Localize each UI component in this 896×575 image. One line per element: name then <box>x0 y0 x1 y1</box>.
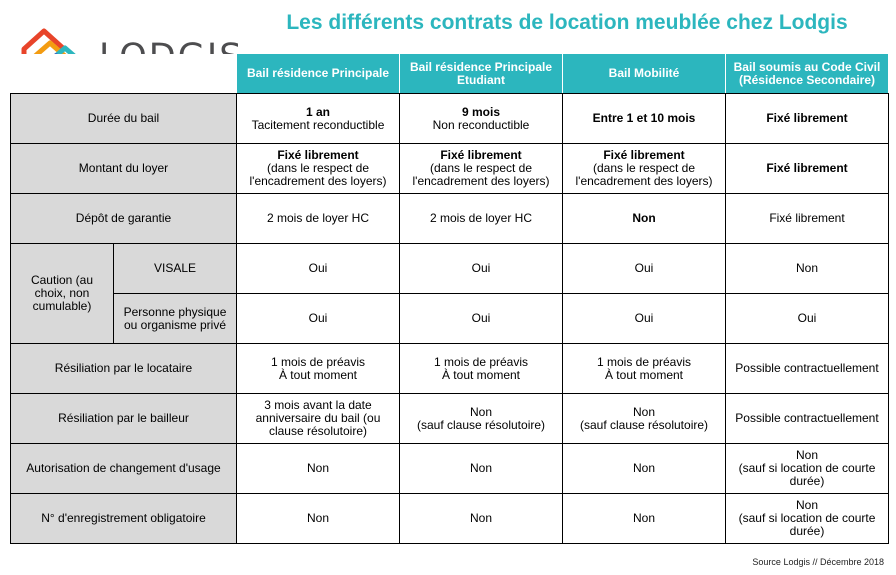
row-label-duree: Durée du bail <box>11 94 237 144</box>
cell-montant-c2: Fixé librement (dans le respect de l'encadrement des loyers) <box>400 144 563 194</box>
cell-enregistrement-c1: Non <box>237 494 400 544</box>
source-note: Source Lodgis // Décembre 2018 <box>752 557 884 567</box>
table-row-resil-bailleur <box>11 394 889 444</box>
row-label-enregistrement: N° d'enregistrement obligatoire <box>11 494 237 544</box>
header-row <box>11 54 889 94</box>
row-label-usage: Autorisation de changement d'usage <box>11 444 237 494</box>
header-blank <box>11 54 237 94</box>
cell-duree-c1: 1 an Tacitement reconductible <box>237 94 400 144</box>
cell-enregistrement-c4: Non (sauf si location de courte durée) <box>726 494 889 544</box>
cell-usage-c2: Non <box>400 444 563 494</box>
cell-resil-locataire-c3: 1 mois de préavis À tout moment <box>563 344 726 394</box>
table-row-montant <box>11 144 889 194</box>
cell-resil-locataire-c1: 1 mois de préavis À tout moment <box>237 344 400 394</box>
cell-depot-c3: Non <box>563 194 726 244</box>
cell-visale-c1: Oui <box>237 244 400 294</box>
cell-enregistrement-c3: Non <box>563 494 726 544</box>
cell-montant-c4: Fixé librement <box>726 144 889 194</box>
cell-duree-c3: Entre 1 et 10 mois <box>563 94 726 144</box>
column-header-etudiant: Bail résidence Principale Etudiant <box>400 54 563 94</box>
comparison-table <box>10 53 889 544</box>
cell-usage-c3: Non <box>563 444 726 494</box>
cell-depot-c1: 2 mois de loyer HC <box>237 194 400 244</box>
cell-personne-c2: Oui <box>400 294 563 344</box>
cell-usage-c1: Non <box>237 444 400 494</box>
cell-usage-c4: Non (sauf si location de courte durée) <box>726 444 889 494</box>
cell-montant-c3: Fixé librement (dans le respect de l'encadrement des loyers) <box>563 144 726 194</box>
cell-personne-c3: Oui <box>563 294 726 344</box>
row-label-resil-locataire: Résiliation par le locataire <box>11 344 237 394</box>
column-header-mobilite: Bail Mobilité <box>563 54 726 94</box>
cell-enregistrement-c2: Non <box>400 494 563 544</box>
page-title: Les différents contrats de location meublée chez Lodgis <box>286 11 848 34</box>
cell-montant-c1: Fixé librement (dans le respect de l'encadrement des loyers) <box>237 144 400 194</box>
cell-duree-c2: 9 mois Non reconductible <box>400 94 563 144</box>
cell-resil-locataire-c4: Possible contractuellement <box>726 344 889 394</box>
row-label-depot: Dépôt de garantie <box>11 194 237 244</box>
cell-resil-bailleur-c1: 3 mois avant la date anniversaire du bail (ou clause résolutoire) <box>237 394 400 444</box>
cell-visale-c3: Oui <box>563 244 726 294</box>
table-row-caution-personne <box>11 294 889 344</box>
cell-resil-bailleur-c2: Non (sauf clause résolutoire) <box>400 394 563 444</box>
cell-depot-c4: Fixé librement <box>726 194 889 244</box>
table-row-resil-locataire <box>11 344 889 394</box>
table-row-enregistrement <box>11 494 889 544</box>
table-row-duree <box>11 94 889 144</box>
cell-resil-bailleur-c4: Possible contractuellement <box>726 394 889 444</box>
row-sublabel-visale: VISALE <box>114 244 237 294</box>
table-row-depot <box>11 194 889 244</box>
table-row-caution-visale <box>11 244 889 294</box>
cell-personne-c1: Oui <box>237 294 400 344</box>
cell-resil-locataire-c2: 1 mois de préavis À tout moment <box>400 344 563 394</box>
cell-personne-c4: Oui <box>726 294 889 344</box>
row-sublabel-personne: Personne physique ou organisme privé <box>114 294 237 344</box>
column-header-principale: Bail résidence Principale <box>237 54 400 94</box>
cell-duree-c4: Fixé librement <box>726 94 889 144</box>
cell-depot-c2: 2 mois de loyer HC <box>400 194 563 244</box>
cell-resil-bailleur-c3: Non (sauf clause résolutoire) <box>563 394 726 444</box>
table-row-usage <box>11 444 889 494</box>
column-header-code-civil: Bail soumis au Code Civil (Résidence Secondaire) <box>726 54 889 94</box>
row-label-montant: Montant du loyer <box>11 144 237 194</box>
cell-visale-c2: Oui <box>400 244 563 294</box>
row-label-resil-bailleur: Résiliation par le bailleur <box>11 394 237 444</box>
row-label-caution: Caution (au choix, non cumulable) <box>11 244 114 344</box>
cell-visale-c4: Non <box>726 244 889 294</box>
